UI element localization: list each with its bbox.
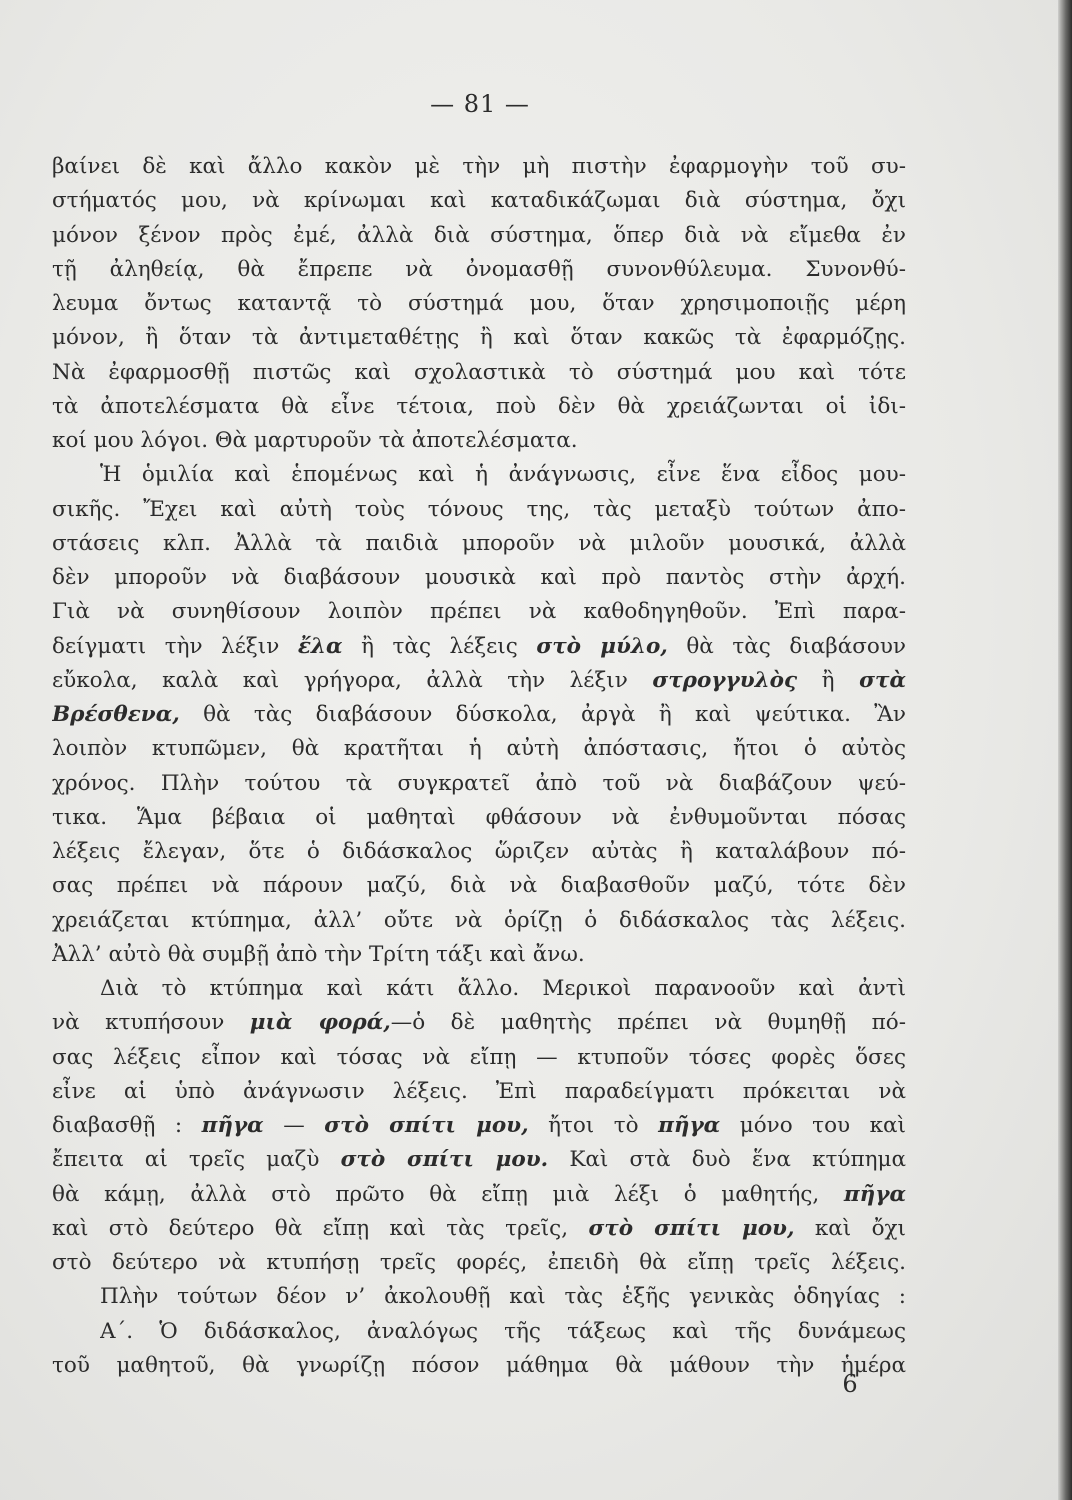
emphasized-phrase: στρογγυλὸς [652, 667, 798, 693]
text-line [52, 869, 906, 903]
text-segment: — [263, 1113, 325, 1138]
text-line [52, 1041, 906, 1075]
text-segment: βαίνει δὲ καὶ ἄλλο κακὸν μὲ τὴν μὴ πιστὴν ἐφαρμογὴν τοῦ συ- [52, 154, 906, 179]
emphasized-phrase: Βρέσθενα, [52, 702, 180, 727]
text-segment: ἤτοι τὸ [528, 1113, 659, 1138]
text-segment: τῇ ἀληθείᾳ, θὰ ἔπρεπε νὰ ὀνομασθῇ συνονθύλευμα. Συνονθύ- [52, 256, 906, 282]
text-line [100, 1315, 906, 1349]
text-segment: καὶ στὸ δεύτερο θὰ εἴπῃ καὶ τὰς τρεῖς, [52, 1215, 589, 1241]
text-line [52, 732, 906, 766]
text-segment: Γιὰ νὰ συνηθίσουν λοιπὸν πρέπει νὰ καθοδηγηθοῦν. Ἐπὶ παρα- [52, 599, 906, 625]
text-segment: θὰ τὰς διαβάσουν δύσκολα, ἀργὰ ἢ καὶ ψεύτικα. Ἂν [179, 702, 906, 727]
text-line [52, 1178, 906, 1212]
text-segment: ἢ τὰς λέξεις [342, 633, 537, 659]
emphasized-phrase: στὸ σπίτι μου, [588, 1215, 795, 1241]
text-segment: ἢ [797, 667, 860, 693]
text-line [52, 1349, 906, 1383]
text-segment: καὶ ὄχι [794, 1215, 906, 1241]
text-segment: σας πρέπει νὰ πάρουν μαζύ, διὰ νὰ διαβασθοῦν μαζύ, τότε δὲν [52, 873, 906, 899]
emphasized-phrase: μιὰ φορά, [249, 1010, 391, 1036]
text-segment: θὰ τὰς διαβάσουν [667, 633, 906, 659]
text-segment: διαβασθῇ : [52, 1113, 202, 1138]
emphasized-phrase: στὸ σπίτι μου. [340, 1147, 549, 1173]
text-line [100, 458, 906, 492]
text-segment: λευμα ὄντως καταντᾷ τὸ σύστημά μου, ὅταν χρησιμοποιῇς μέρη [52, 291, 906, 316]
text-segment: τοῦ μαθητοῦ, θὰ γνωρίζῃ πόσον μάθημα θὰ μάθουν τὴν ἡμέρα [52, 1352, 906, 1378]
text-segment: Καὶ στὰ δυὸ ἕνα κτύπημα [548, 1147, 906, 1173]
text-line [52, 595, 906, 629]
text-segment: νὰ κτυπήσουν [52, 1010, 250, 1036]
text-line [52, 630, 906, 664]
text-line [52, 527, 906, 561]
emphasized-phrase: ἔλα [297, 633, 343, 659]
text-line [52, 1075, 906, 1109]
text-segment: εὔκολα, καλὰ καὶ γρήγορα, ἀλλὰ τὴν λέξιν [52, 667, 653, 693]
text-line [52, 1006, 906, 1040]
text-line [52, 835, 906, 869]
text-segment: σας λέξεις εἶπον καὶ τόσας νὰ εἴπῃ — κτυποῦν τόσες φορὲς ὅσες [52, 1044, 906, 1070]
text-line [52, 938, 906, 972]
text-line [52, 664, 906, 698]
page-number: — 81 — [430, 90, 530, 118]
text-line [52, 424, 906, 458]
text-line [52, 1109, 906, 1143]
text-line [52, 287, 906, 321]
text-segment: κοί μου λόγοι. Θὰ μαρτυροῦν τὰ ἀποτελέσματα. [52, 428, 578, 453]
text-segment: τὰ ἀποτελέσματα θὰ εἶνε τέτοια, ποὺ δὲν θὰ χρειάζωνται οἱ ἰδι- [52, 393, 906, 419]
text-segment: χρόνος. Πλὴν τούτου τὰ συγκρατεῖ ἀπὸ τοῦ νὰ διαβάζουν ψεύ- [52, 770, 906, 796]
text-line [52, 356, 906, 390]
emphasized-phrase: στὰ [859, 667, 906, 693]
text-segment: λέξεις ἔλεγαν, ὅτε ὁ διδάσκαλος ὥριζεν αὐτὰς ἢ καταλάβουν πό- [52, 839, 906, 864]
text-line [52, 904, 906, 938]
text-segment: σικῆς. Ἔχει καὶ αὐτὴ τοὺς τόνους της, τὰς μεταξὺ τούτων ἀπο- [52, 496, 906, 522]
text-segment: δείγματι τὴν λέξιν [52, 633, 298, 659]
text-segment: τικα. Ἅμα βέβαια οἱ μαθηταὶ φθάσουν νὰ ἐνθυμοῦνται πόσας [52, 804, 906, 830]
text-line [52, 150, 906, 184]
text-segment: Πλὴν τούτων δέον ν’ ἀκολουθῇ καὶ τὰς ἑξῆς γενικὰς ὁδηγίας : [100, 1284, 906, 1310]
text-segment: Ἀλλ’ αὐτὸ θὰ συμβῇ ἀπὸ τὴν Τρίτη τάξι καὶ ἄνω. [52, 941, 585, 967]
text-segment: στὸ δεύτερο νὰ κτυπήσῃ τρεῖς φορές, ἐπειδὴ θὰ εἴπῃ τρεῖς λέξεις. [52, 1250, 906, 1275]
text-line [52, 493, 906, 527]
text-line [52, 219, 906, 253]
text-line [52, 1246, 906, 1280]
emphasized-phrase: στὸ μύλο, [536, 633, 668, 659]
binding-edge [1058, 0, 1072, 1500]
text-line [52, 698, 906, 732]
text-line [52, 253, 906, 287]
text-segment: —ὁ δὲ μαθητὴς πρέπει νὰ θυμηθῇ πό- [390, 1010, 906, 1036]
text-line [52, 561, 906, 595]
emphasized-phrase: πῆγα [843, 1181, 906, 1207]
text-segment: χρειάζεται κτύπημα, ἀλλ’ οὔτε νὰ ὁρίζῃ ὁ διδάσκαλος τὰς λέξεις. [52, 907, 906, 933]
text-segment: στήματός μου, νὰ κρίνωμαι καὶ καταδικάζωμαι διὰ σύστημα, ὄχι [52, 188, 906, 214]
text-line [52, 767, 906, 801]
text-line [52, 184, 906, 218]
text-segment: θὰ κάμῃ, ἀλλὰ στὸ πρῶτο θὰ εἴπῃ μιὰ λέξι ὁ μαθητής, [52, 1181, 844, 1207]
text-segment: Νὰ ἐφαρμοσθῇ πιστῶς καὶ σχολαστικὰ τὸ σύστημά μου καὶ τότε [52, 359, 906, 385]
emphasized-phrase: πῆγα [201, 1113, 264, 1138]
text-line [52, 801, 906, 835]
text-line [52, 390, 906, 424]
text-line [52, 1143, 906, 1177]
text-segment: μόνον ξένον πρὸς ἐμέ, ἀλλὰ διὰ σύστημα, ὅπερ διὰ νὰ εἴμεθα ἐν [52, 222, 906, 248]
text-segment: δὲν μποροῦν νὰ διαβάσουν μουσικὰ καὶ πρὸ παντὸς στὴν ἀρχή. [52, 565, 906, 590]
text-segment: στάσεις κλπ. Ἀλλὰ τὰ παιδιὰ μποροῦν νὰ μιλοῦν μουσικά, ἀλλὰ [52, 530, 906, 556]
text-segment: Διὰ τὸ κτύπημα καὶ κάτι ἄλλο. Μερικοὶ παρανοοῦν καὶ ἀντὶ [100, 976, 906, 1001]
text-segment: λοιπὸν κτυπῶμεν, θὰ κρατῆται ἡ αὐτὴ ἀπόστασις, ἤτοι ὁ αὐτὸς [52, 736, 906, 762]
text-segment: εἶνε αἱ ὑπὸ ἀνάγνωσιν λέξεις. Ἐπὶ παραδείγματι πρόκειται νὰ [52, 1078, 906, 1104]
text-segment: ἔπειτα αἱ τρεῖς μαζὺ [52, 1147, 341, 1173]
text-segment: Α΄. Ὁ διδάσκαλος, ἀναλόγως τῆς τάξεως καὶ τῆς δυνάμεως [100, 1318, 906, 1344]
text-segment: Ἡ ὁμιλία καὶ ἑπομένως καὶ ἡ ἀνάγνωσις, εἶνε ἕνα εἶδος μου- [100, 462, 906, 488]
emphasized-phrase: πῆγα [658, 1113, 721, 1138]
text-line [100, 1280, 906, 1314]
text-segment: μόνον, ἢ ὅταν τὰ ἀντιμεταθέτῃς ἢ καὶ ὅταν κακῶς τὰ ἐφαρμόζῃς. [52, 325, 906, 351]
text-segment: μόνο του καὶ [720, 1113, 906, 1138]
text-line [52, 1212, 906, 1246]
emphasized-phrase: στὸ σπίτι μου, [324, 1113, 529, 1138]
signature-mark: 6 [842, 1370, 858, 1398]
text-line [100, 972, 906, 1006]
text-line [52, 321, 906, 355]
